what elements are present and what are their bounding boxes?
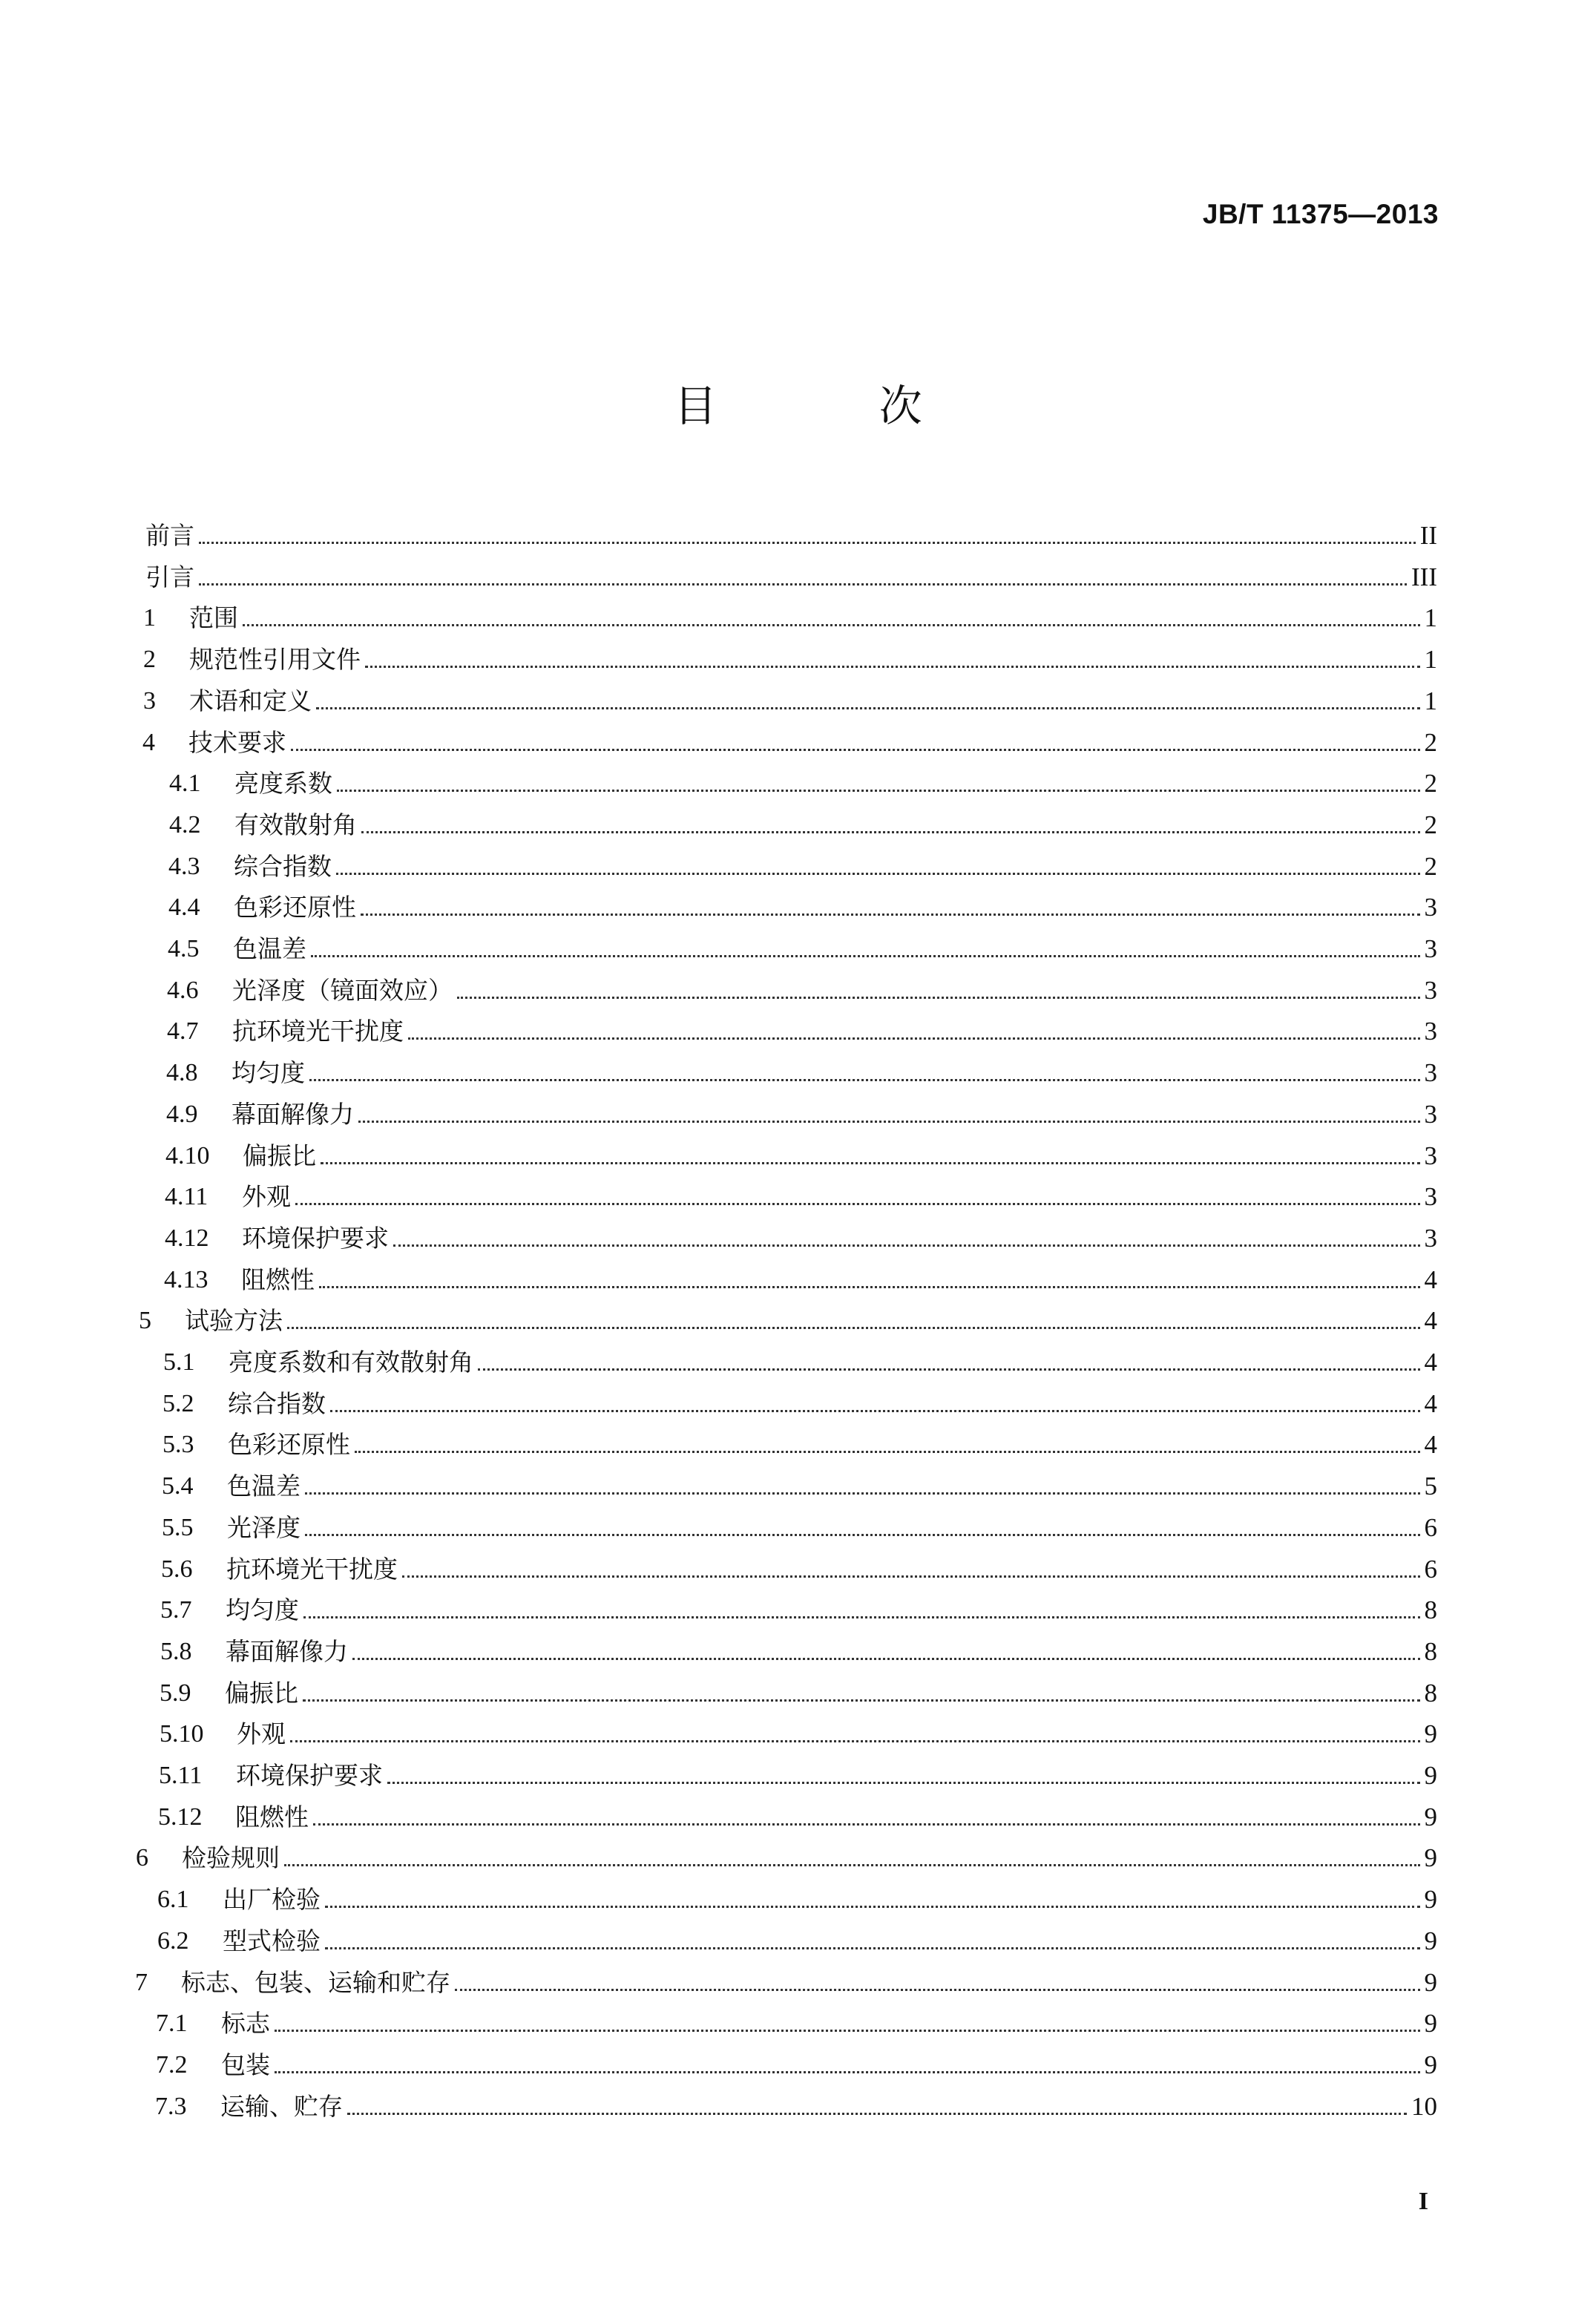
- toc-entry-page-number: 4: [1424, 1389, 1437, 1418]
- toc-entry-page-number: 1: [1424, 603, 1437, 632]
- toc-entry-title: 运输、贮存: [220, 2092, 343, 2121]
- dot-leader: [352, 1658, 1420, 1660]
- dot-leader: [402, 1575, 1420, 1578]
- dot-leader: [287, 1327, 1420, 1329]
- dot-leader: [305, 1492, 1420, 1495]
- toc-entry-title: 引言: [145, 562, 194, 591]
- toc-entry-page-number: 9: [1424, 1761, 1437, 1790]
- toc-entry-page-number: 3: [1424, 976, 1437, 1005]
- toc-entry-number: 7: [135, 1969, 148, 1996]
- toc-entry[interactable]: [164, 1255, 1437, 1296]
- dot-leader: [316, 707, 1420, 709]
- toc-entry-number: 4.8: [166, 1059, 198, 1086]
- toc-entry-page-number: 9: [1424, 1926, 1437, 1955]
- toc-entry[interactable]: [143, 593, 1437, 634]
- toc-entry-number: 4.2: [169, 811, 201, 839]
- dot-leader: [284, 1864, 1420, 1866]
- dot-leader: [325, 1906, 1420, 1908]
- toc-entry[interactable]: [143, 676, 1437, 718]
- toc-entry-number: 4.13: [164, 1266, 208, 1293]
- toc-entry[interactable]: [168, 882, 1437, 924]
- toc-entry[interactable]: [168, 842, 1437, 883]
- toc-entry[interactable]: [156, 1998, 1437, 2040]
- toc-entry[interactable]: [163, 1337, 1437, 1379]
- toc-entry[interactable]: [167, 1006, 1437, 1048]
- toc-entry-title: 光泽度: [227, 1513, 301, 1542]
- toc-entry-title: 偏振比: [243, 1141, 316, 1170]
- toc-entry-page-number: 9: [1424, 1843, 1437, 1872]
- toc-entry-title: 术语和定义: [189, 686, 312, 715]
- toc-entry-number: 5.10: [160, 1720, 204, 1748]
- toc-entry-page-number: 9: [1424, 1968, 1437, 1997]
- dot-leader: [457, 997, 1420, 999]
- toc-entry-number: 5.8: [160, 1638, 192, 1665]
- toc-entry-title: 规范性引用文件: [189, 645, 361, 674]
- toc-entry[interactable]: [169, 800, 1437, 842]
- toc-entry[interactable]: [165, 1131, 1437, 1172]
- dot-leader: [455, 1989, 1420, 1991]
- dot-leader: [365, 666, 1420, 668]
- toc-entry[interactable]: [157, 1916, 1437, 1958]
- toc-entry[interactable]: [160, 1585, 1437, 1627]
- toc-entry-number: 5.2: [162, 1390, 194, 1417]
- toc-entry-page-number: 9: [1424, 1719, 1437, 1748]
- toc-entry-title: 技术要求: [188, 728, 286, 757]
- toc-entry-title: 试验方法: [185, 1306, 283, 1335]
- toc-entry-page-number: 9: [1424, 1803, 1437, 1831]
- toc-entry-title: 均匀度: [226, 1595, 299, 1624]
- dot-leader: [361, 831, 1420, 833]
- toc-entry-page-number: 2: [1424, 769, 1437, 798]
- toc-entry[interactable]: [169, 758, 1437, 800]
- toc-entry-page-number: 8: [1424, 1595, 1437, 1624]
- dot-leader: [361, 914, 1420, 916]
- toc-entry-title: 亮度系数和有效散射角: [229, 1348, 473, 1377]
- toc-entry-number: 7.1: [156, 2010, 188, 2037]
- toc-entry-number: 4.11: [165, 1183, 208, 1210]
- toc-title: 目 次: [674, 381, 996, 431]
- toc-entry[interactable]: [136, 1833, 1437, 1874]
- toc-entry[interactable]: [157, 1874, 1437, 1916]
- toc-entry-number: 2: [143, 646, 156, 673]
- toc-entry-number: 5.9: [160, 1679, 191, 1707]
- toc-entry[interactable]: [139, 1296, 1437, 1337]
- toc-entry[interactable]: [160, 1668, 1437, 1710]
- toc-entry-page-number: 4: [1424, 1348, 1437, 1377]
- toc-entry-page-number: 8: [1424, 1679, 1437, 1708]
- toc-entry[interactable]: [168, 924, 1437, 965]
- toc-entry-title: 色温差: [227, 1472, 301, 1500]
- dot-leader: [313, 1823, 1420, 1826]
- toc-entry-number: 3: [143, 687, 156, 715]
- toc-entry-number: 5.4: [162, 1472, 194, 1500]
- toc-entry-page-number: 3: [1424, 934, 1437, 963]
- dot-leader: [325, 1947, 1420, 1949]
- toc-entry[interactable]: [162, 1420, 1437, 1461]
- toc-entry-page-number: 6: [1424, 1555, 1437, 1584]
- toc-entry-number: 5.7: [160, 1596, 192, 1624]
- toc-entry-title: 出厂检验: [223, 1885, 321, 1914]
- toc-entry-title: 阻燃性: [241, 1265, 315, 1294]
- page-folio: I: [1418, 2188, 1428, 2215]
- dot-leader: [355, 1451, 1420, 1453]
- toc-entry-page-number: 4: [1424, 1265, 1437, 1294]
- toc-entry[interactable]: [156, 2040, 1437, 2082]
- toc-entry[interactable]: [145, 552, 1437, 594]
- toc-entry-number: 5.6: [161, 1555, 193, 1583]
- toc-entry[interactable]: [166, 1089, 1437, 1131]
- toc-entry-title: 阻燃性: [235, 1803, 309, 1831]
- dot-leader: [291, 749, 1420, 751]
- dot-leader: [311, 955, 1420, 957]
- dot-leader: [321, 1162, 1420, 1164]
- toc-entry-title: 亮度系数: [234, 769, 332, 798]
- toc-entry-title: 环境保护要求: [242, 1224, 389, 1253]
- toc-entry-title: 色温差: [233, 934, 306, 963]
- toc-entry[interactable]: [145, 511, 1437, 552]
- toc-entry-page-number: 4: [1424, 1306, 1437, 1335]
- toc-entry-number: 5.12: [158, 1803, 203, 1831]
- toc-entry-title: 范围: [189, 603, 238, 632]
- toc-entry-number: 6.1: [157, 1886, 189, 1913]
- toc-entry-title: 色彩还原性: [234, 893, 356, 922]
- toc-entry-page-number: 10: [1411, 2092, 1437, 2121]
- toc-entry-page-number: 3: [1424, 1141, 1437, 1170]
- standard-code: JB/T 11375—2013: [1202, 199, 1439, 229]
- dot-leader: [337, 790, 1420, 792]
- toc-entry-number: 1: [143, 604, 156, 632]
- toc-entry[interactable]: [160, 1627, 1437, 1668]
- toc-entry-page-number: 3: [1424, 1017, 1437, 1046]
- toc-entry-page-number: 1: [1424, 686, 1437, 715]
- toc-entry-number: 6.2: [157, 1927, 189, 1955]
- toc-entry-title: 外观: [237, 1719, 286, 1748]
- dot-leader: [303, 1616, 1420, 1618]
- toc-entry-title: 环境保护要求: [236, 1761, 383, 1790]
- toc-entry-number: 4.10: [165, 1142, 210, 1170]
- toc-entry-number: 6: [136, 1844, 148, 1872]
- toc-entry-title: 标志: [221, 2009, 270, 2038]
- toc-entry-title: 偏振比: [225, 1679, 298, 1708]
- toc-entry-title: 均匀度: [231, 1058, 305, 1087]
- dot-leader: [393, 1244, 1420, 1247]
- toc-entry[interactable]: [159, 1751, 1437, 1792]
- toc-entry-title: 有效散射角: [234, 810, 357, 839]
- toc-entry-page-number: 3: [1424, 1100, 1437, 1129]
- toc-entry-number: 5.11: [159, 1762, 203, 1789]
- dot-leader: [408, 1037, 1420, 1040]
- toc-entry-number: 4.9: [166, 1101, 198, 1128]
- toc-entry-page-number: 2: [1424, 728, 1437, 757]
- dot-leader: [336, 873, 1420, 875]
- toc-entry-page-number: 9: [1424, 2050, 1437, 2079]
- toc-entry[interactable]: [135, 1958, 1437, 1999]
- dot-leader: [275, 2071, 1420, 2073]
- toc-entry-number: 7.3: [155, 2093, 187, 2120]
- toc-entry-title: 检验规则: [182, 1843, 280, 1872]
- toc-entry-title: 外观: [242, 1182, 291, 1211]
- toc-entry-title: 色彩还原性: [228, 1430, 350, 1459]
- toc-entry-number: 4.6: [167, 977, 199, 1004]
- toc-entry[interactable]: [143, 634, 1437, 676]
- toc-entry-title: 光泽度（镜面效应）: [232, 976, 453, 1005]
- dot-leader: [290, 1740, 1420, 1742]
- toc-entry-page-number: II: [1419, 521, 1437, 550]
- dot-leader: [330, 1410, 1420, 1412]
- toc-entry-title: 包装: [221, 2050, 270, 2079]
- toc-entry[interactable]: [142, 718, 1437, 759]
- dot-leader: [295, 1203, 1420, 1205]
- toc-entry-title: 综合指数: [228, 1389, 326, 1418]
- dot-leader: [199, 583, 1407, 586]
- dot-leader: [319, 1286, 1420, 1288]
- toc-entry-page-number: 4: [1424, 1430, 1437, 1459]
- dot-leader: [199, 542, 1416, 544]
- toc-entry-page-number: 3: [1424, 1224, 1437, 1253]
- toc-entry[interactable]: [167, 965, 1437, 1007]
- toc-entry-number: 4: [142, 729, 155, 756]
- toc-entry[interactable]: [165, 1213, 1437, 1255]
- toc-entry-page-number: 3: [1424, 1182, 1437, 1211]
- toc-entry-page-number: 8: [1424, 1637, 1437, 1666]
- toc-entry-page-number: 9: [1424, 1885, 1437, 1914]
- toc-entry[interactable]: [155, 2082, 1437, 2123]
- toc-entry-title: 抗环境光干扰度: [226, 1555, 398, 1584]
- toc-entry-number: 5.5: [162, 1514, 194, 1541]
- toc-entry-number: 4.5: [168, 935, 200, 962]
- toc-entry-number: 7.2: [156, 2051, 188, 2079]
- dot-leader: [243, 624, 1420, 626]
- dot-leader: [358, 1121, 1420, 1123]
- toc-entry-page-number: 9: [1424, 2009, 1437, 2038]
- toc-entry-page-number: 6: [1424, 1513, 1437, 1542]
- toc-entry-title: 型式检验: [223, 1926, 321, 1955]
- toc-entry-page-number: 2: [1424, 852, 1437, 881]
- toc-entry[interactable]: [165, 1172, 1437, 1213]
- dot-leader: [309, 1079, 1420, 1081]
- toc-entry-page-number: 5: [1424, 1472, 1437, 1500]
- toc-entry-number: 4.7: [167, 1017, 199, 1045]
- toc-entry[interactable]: [166, 1048, 1437, 1089]
- dot-leader: [303, 1699, 1420, 1702]
- toc-entry-page-number: 2: [1424, 810, 1437, 839]
- toc-entry-number: 5.3: [162, 1431, 194, 1458]
- toc-entry-page-number: 3: [1424, 1058, 1437, 1087]
- toc-entry-title: 标志、包装、运输和贮存: [181, 1968, 450, 1997]
- dot-leader: [305, 1534, 1420, 1536]
- toc-entry[interactable]: [162, 1503, 1437, 1544]
- toc-entry[interactable]: [161, 1544, 1437, 1586]
- toc-entry-title: 综合指数: [234, 852, 332, 881]
- toc-entry-number: 4.4: [168, 893, 200, 921]
- toc-entry-title: 幕面解像力: [226, 1637, 348, 1666]
- toc-entry[interactable]: [160, 1709, 1437, 1751]
- dot-leader: [275, 2030, 1420, 2032]
- toc-entry-title: 幕面解像力: [231, 1100, 354, 1129]
- toc-entry-number: 4.3: [168, 853, 200, 880]
- toc-entry-page-number: III: [1411, 562, 1437, 591]
- toc-entry-page-number: 3: [1424, 893, 1437, 922]
- toc-entry-title: 前言: [145, 521, 194, 550]
- toc-entry-title: 抗环境光干扰度: [232, 1017, 404, 1046]
- dot-leader: [478, 1368, 1420, 1371]
- toc-entry-number: 5: [139, 1307, 151, 1334]
- dot-leader: [387, 1782, 1420, 1784]
- toc-entry-page-number: 1: [1424, 645, 1437, 674]
- toc-entry-number: 4.12: [165, 1224, 209, 1252]
- toc-entry[interactable]: [162, 1379, 1437, 1420]
- toc-entry-number: 4.1: [169, 770, 201, 797]
- toc-entry[interactable]: [158, 1792, 1437, 1834]
- toc-entry[interactable]: [162, 1461, 1437, 1503]
- dot-leader: [347, 2113, 1407, 2115]
- toc-entry-number: 5.1: [163, 1348, 195, 1376]
